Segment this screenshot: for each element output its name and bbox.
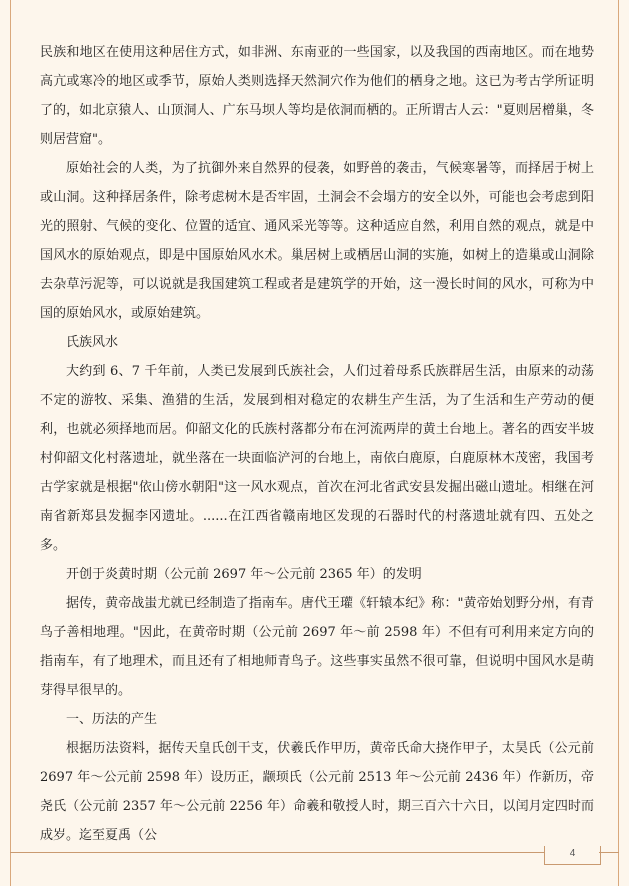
page-border-right: [618, 0, 619, 886]
section-heading-calendar: 一、历法的产生: [66, 712, 158, 727]
footer-rule: [10, 852, 544, 853]
page-footer: [10, 846, 619, 866]
section-heading-clan-fengshui: 氏族风水: [66, 335, 119, 350]
section-heading-yanhuang: 开创于炎黄时期（公元前 2697 年～公元前 2365 年）的发明: [66, 567, 422, 582]
paragraph-4: 据传，黄帝战蚩尤就已经制造了指南车。唐代王瓘《轩辕本纪》称："黄帝始划野分州，有青鸟子善相地理。"因此，在黄帝时期（公元前 2697 年～前 2598 年）不但有可利用来定方向的指南车，有了地理术，而且还有了相地师青鸟子。这些事实虽然不很可靠，但说明中国风水是萌芽得早很早的。: [40, 596, 594, 698]
page-number: 4: [544, 846, 601, 865]
paragraph-1: 民族和地区在使用这种居住方式，如非洲、东南亚的一些国家，以及我国的西南地区。而在地势高亢或寒冷的地区或季节，原始人类则选择天然洞穴作为他们的栖身之地。这已为考古学所证明了的，如北京猿人、山顶洞人、广东马坝人等均是依洞而栖的。正所谓古人云："夏则居橧巢，冬则居营窟"。: [40, 45, 594, 147]
page-border-left: [10, 0, 11, 886]
document-body: [40, 38, 594, 850]
paragraph-2: 原始社会的人类，为了抗御外来自然界的侵袭，如野兽的袭击，气候寒暑等，而择居于树上或山洞。这种择居条件，除考虑树木是否牢固，土洞会不会塌方的安全以外，可能也会考虑到阳光的照射、气候的变化、位置的适宜、通风采光等等。这种适应自然，利用自然的观点，就是中国风水的原始观点，即是中国原始风水术。巢居树上或栖居山洞的实施，如树上的造巢或山洞除去杂草污泥等，可以说就是我国建筑工程或者是建筑学的开始，这一漫长时间的风水，可称为中国的原始风水，或原始建筑。: [40, 161, 594, 321]
paragraph-5: 根据历法资料，据传天皇氏创干支，伏羲氏作甲历，黄帝氏命大挠作甲子，太昊氏（公元前 2697 年～公元前 2598 年）设历正，颛顼氏（公元前 2513 年～公元前 2436 年）作新历，帝尧氏（公元前 2357 年～公元前 2256 年）命羲和敬授人时，期三百六十六日，以闰月定四时而成岁。迄至夏禹（公: [40, 741, 594, 843]
footer-rule-right: [599, 852, 619, 853]
paragraph-3: 大约到 6、7 千年前，人类已发展到氏族社会，人们过着母系氏族群居生活，由原来的动荡不定的游牧、采集、渔猎的生活，发展到相对稳定的农耕生产生活，为了生活和生产劳动的便利，也就必须择地而居。仰韶文化的氏族村落都分布在河流两岸的黄土台地上。著名的西安半坡村仰韶文化村落遗址，就坐落在一块面临浐河的台地上，南依白鹿原，白鹿原林木茂密，我国考古学家就是根据"依山傍水朝阳"这一风水观点，首次在河北省武安县发掘出磁山遗址。相继在河南省新郑县发掘李冈遗址。......在江西省赣南地区发现的石器时代的村落遗址就有四、五处之多。: [40, 364, 594, 553]
